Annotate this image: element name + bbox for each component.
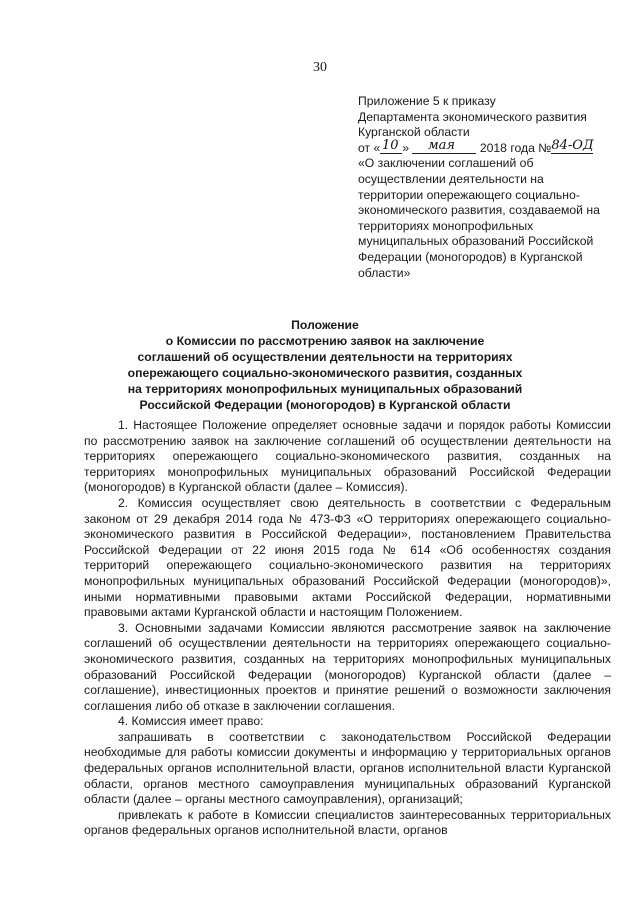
paragraph-1: 1. Настоящее Положение определяет основные задачи и порядок работы Комиссии по рассмотрению заявок на заключение соглашений об осуществлении деятельности на территориях опережающего социально-экономического развития, созданных на территориях монопрофильных муниципальных образований Российской Федерации (моногородов) в Курганской области (далее – Комиссия). (84, 418, 611, 495)
appendix-line: территории опережающего социально- (358, 187, 580, 202)
appendix-line: осуществлении деятельности на (358, 171, 544, 186)
title-line: на территориях монопрофильных муниципальных образований (127, 382, 523, 396)
handwritten-order-number: 84-ОД (551, 137, 594, 153)
handwritten-month: мая (427, 137, 455, 153)
handwritten-day: 10 (381, 137, 399, 153)
appendix-line: «О заключении соглашений об (358, 156, 534, 171)
appendix-header (358, 94, 628, 281)
document-body (84, 418, 611, 839)
paragraph-4-item-2: привлекать к работе в Комиссии специалистов заинтересованных территориальных органов федеральных органов исполнительной власти, органов (84, 807, 611, 838)
paragraph-4: 4. Комиссия имеет право: (118, 714, 264, 729)
title-line: соглашений об осуществлении деятельности на территориях (137, 350, 513, 364)
paragraph-2: 2. Комиссия осуществляет свою деятельность в соответствии с Федеральным законом от 29 декабря 2014 года № 473-ФЗ «О территориях опережающего социально-экономического развития в Российской Федерации», постановлением Правительства Российской Федерации от 22 июня 2015 года № 614 «Об особенностях создания территорий опережающего социально-экономического развития на территориях монопрофильных муниципальных образований Российской Федерации (моногородов)», иными нормативными правовыми актами Российской Федерации, нормативными правовыми актами Курганской области и настоящим Положением. (84, 495, 611, 620)
document-title (60, 317, 590, 413)
title-line: о Комиссии по рассмотрению заявок на заключение (165, 334, 485, 348)
paragraph-3: 3. Основными задачами Комиссии являются рассмотрение заявок на заключение соглашений об осуществлении деятельности на территориях опережающего социально-экономического развития, созданных на территориях монопрофильных муниципальных образований Российской Федерации (моногородов) Курганской области (далее – соглашение), инвестиционных проектов и принятие решений о возможности заключения соглашения либо об отказе в заключении соглашения. (84, 620, 611, 713)
appendix-date-line (358, 137, 628, 157)
date-prefix: от « (358, 140, 381, 155)
appendix-line: экономического развития, создаваемой на (358, 203, 600, 218)
appendix-line: муниципальных образований Российской (358, 234, 594, 249)
appendix-line: Федерации (моногородов) в Курганской (358, 249, 583, 264)
title-line: опережающего социально-экономического развития, созданных (127, 366, 523, 380)
appendix-line: территориях монопрофильных (358, 218, 534, 233)
appendix-line: Курганской области (358, 125, 470, 140)
appendix-line: области» (358, 265, 411, 280)
title-line: Положение (291, 318, 359, 332)
date-year: 2018 года № (479, 140, 552, 155)
page-number: 30 (313, 60, 327, 75)
paragraph-4-item-1: запрашивать в соответствии с законодательством Российской Федерации необходимые для работы комиссии документы и информацию у территориальных органов федеральных органов исполнительной власти, органов исполнительной власти Курганской области, органов местного самоуправления муниципальных образований Курганской области (далее – органы местного самоуправления), организаций; (84, 729, 611, 807)
title-line: Российской Федерации (моногородов) в Курганской области (139, 398, 511, 412)
date-mid: » (402, 140, 410, 155)
appendix-line: Приложение 5 к приказу (358, 94, 496, 108)
appendix-line: Департамента экономического развития (358, 109, 587, 124)
